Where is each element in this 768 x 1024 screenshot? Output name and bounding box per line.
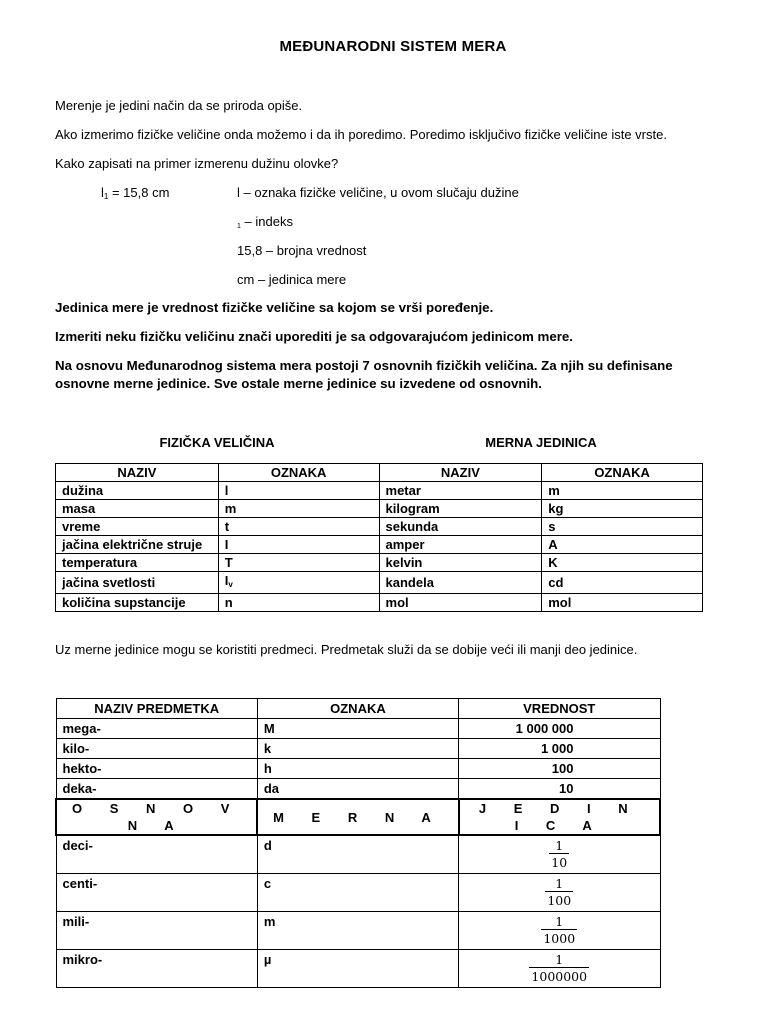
fraction-denominator: 100: [547, 893, 572, 908]
header-oznaka-unit: OZNAKA: [542, 464, 703, 482]
example-value: = 15,8 cm: [108, 185, 170, 200]
bold-para-2: Izmeriti neku fizičku veličinu znači uporediti je sa odgovarajućom jedinicom mere.: [55, 329, 573, 344]
prefix-name: mega-: [56, 719, 257, 739]
example-note-symbol: l – oznaka fizičke veličine, u ovom slučaju dužine: [237, 185, 519, 200]
table-row: [56, 739, 660, 759]
fraction-numerator: 1: [555, 952, 564, 967]
fraction-denominator: 1000: [543, 931, 576, 946]
unit-symbol: s: [542, 518, 703, 536]
quantity-name: masa: [56, 500, 219, 518]
prefix-name: hekto-: [56, 759, 257, 779]
prefix-value: [459, 950, 660, 988]
example-formula: [101, 185, 169, 201]
header-oznaka-quantity: OZNAKA: [218, 464, 379, 482]
unit-name: kandela: [379, 572, 542, 594]
prefix-table: [55, 698, 661, 988]
bold-para-3b: osnovne merne jedinice. Sve ostale merne jedinice su izvedene od osnovnih.: [55, 376, 542, 391]
header-prefix-name: NAZIV PREDMETKA: [56, 699, 257, 719]
quantity-symbol: n: [218, 594, 379, 612]
fraction: [529, 952, 589, 984]
fraction: [545, 876, 573, 908]
fraction-numerator: 1: [555, 838, 564, 853]
prefix-value: [459, 912, 660, 950]
table-row: [56, 719, 660, 739]
unit-symbol: K: [542, 554, 703, 572]
quantity-symbol-sub: v: [228, 580, 233, 589]
bold-para-1: Jedinica mere je vrednost fizičke veličine sa kojom se vrši poređenje.: [55, 300, 494, 315]
prefix-name: mikro-: [56, 950, 257, 988]
unit-name: metar: [379, 482, 542, 500]
intro-line-2: Ako izmerimo fizičke veličine onda možemo i da ih poredimo. Poredimo isključivo fizičke veličine iste vrste.: [55, 127, 667, 142]
prefix-value: 1 000: [459, 739, 660, 759]
unit-name: mol: [379, 594, 542, 612]
prefix-symbol: k: [257, 739, 458, 759]
table-row: [56, 594, 703, 612]
prefix-value: [459, 874, 660, 912]
quantity-name: dužina: [56, 482, 219, 500]
quantity-name: jačina svetlosti: [56, 572, 219, 594]
fraction-denominator: 10: [551, 855, 568, 870]
fraction-numerator: 1: [555, 914, 564, 929]
si-header-row: [56, 464, 703, 482]
quantity-symbol: T: [218, 554, 379, 572]
prefix-name: deci-: [56, 835, 257, 874]
prefix-header-row: [56, 699, 660, 719]
quantity-name: jačina električne struje: [56, 536, 219, 554]
table-row: [56, 874, 660, 912]
unit-name: kilogram: [379, 500, 542, 518]
fraction: [549, 838, 569, 870]
prefix-note: Uz merne jedinice mogu se koristiti predmeci. Predmetak služi da se dobije veći ili manji deo jedinice.: [55, 642, 638, 657]
table-row: [56, 518, 703, 536]
table-row: [56, 482, 703, 500]
base-unit-word-2: M E R N A: [257, 799, 458, 835]
table-row: [56, 572, 703, 594]
prefix-name: deka-: [56, 779, 257, 800]
base-unit-row: [56, 799, 660, 835]
prefix-symbol: M: [257, 719, 458, 739]
unit-name: amper: [379, 536, 542, 554]
quantity-symbol: m: [218, 500, 379, 518]
prefix-symbol: d: [257, 835, 458, 874]
unit-symbol: mol: [542, 594, 703, 612]
prefix-value: 100: [459, 759, 660, 779]
table-row: [56, 536, 703, 554]
prefix-symbol: h: [257, 759, 458, 779]
table-row: [56, 950, 660, 988]
prefix-symbol: m: [257, 912, 458, 950]
header-prefix-symbol: OZNAKA: [257, 699, 458, 719]
intro-line-3: Kako zapisati na primer izmerenu dužinu olovke?: [55, 156, 339, 171]
quantity-symbol: l: [218, 482, 379, 500]
unit-symbol: m: [542, 482, 703, 500]
quantity-symbol: t: [218, 518, 379, 536]
table-row: [56, 554, 703, 572]
example-note-index: [237, 214, 293, 230]
example-subscript: 1: [103, 192, 109, 201]
prefix-name: mili-: [56, 912, 257, 950]
header-prefix-value: VREDNOST: [459, 699, 660, 719]
header-naziv-quantity: NAZIV: [56, 464, 219, 482]
unit-symbol: kg: [542, 500, 703, 518]
base-unit-word-1: O S N O V N A: [56, 799, 257, 835]
intro-line-1: Merenje je jedini način da se priroda opiše.: [55, 98, 303, 113]
fraction: [541, 914, 577, 946]
example-note-unit: cm – jedinica mere: [237, 272, 347, 287]
example-note-value: 15,8 – brojna vrednost: [237, 243, 367, 258]
si-units-table: [55, 463, 703, 612]
prefix-name: centi-: [56, 874, 257, 912]
bold-para-3a: Na osnovu Međunarodnog sistema mera postoji 7 osnovnih fizičkih veličina. Za njih su definisane: [55, 358, 673, 373]
prefix-symbol: c: [257, 874, 458, 912]
prefix-symbol: da: [257, 779, 458, 800]
fraction-denominator: 1000000: [531, 969, 588, 984]
unit-symbol: A: [542, 536, 703, 554]
prefix-value: 1 000 000: [459, 719, 660, 739]
quantity-symbol: [218, 572, 379, 594]
prefix-name: kilo-: [56, 739, 257, 759]
prefix-value: [459, 835, 660, 874]
quantity-name: temperatura: [56, 554, 219, 572]
caption-physical-quantity: FIZIČKA VELIČINA: [159, 435, 275, 450]
example-note-index-text: – indeks: [244, 214, 293, 229]
table-row: [56, 759, 660, 779]
prefix-value: 10: [459, 779, 660, 800]
header-naziv-unit: NAZIV: [379, 464, 542, 482]
table-row: [56, 500, 703, 518]
base-unit-word-3: J E D I N I C A: [459, 799, 660, 835]
unit-symbol: cd: [542, 572, 703, 594]
table-row: [56, 835, 660, 874]
table-row: [56, 779, 660, 800]
prefix-symbol: µ: [257, 950, 458, 988]
caption-measure-unit: MERNA JEDINICA: [485, 435, 597, 450]
quantity-symbol: I: [218, 536, 379, 554]
quantity-name: količina supstancije: [56, 594, 219, 612]
unit-name: sekunda: [379, 518, 542, 536]
table-row: [56, 912, 660, 950]
unit-name: kelvin: [379, 554, 542, 572]
page-title: MEĐUNARODNI SISTEM MERA: [279, 38, 507, 55]
example-note-index-sub: 1: [237, 223, 241, 230]
quantity-name: vreme: [56, 518, 219, 536]
example-symbol: l: [101, 185, 104, 200]
quantity-symbol-main: I: [224, 573, 229, 588]
fraction-numerator: 1: [555, 876, 564, 891]
